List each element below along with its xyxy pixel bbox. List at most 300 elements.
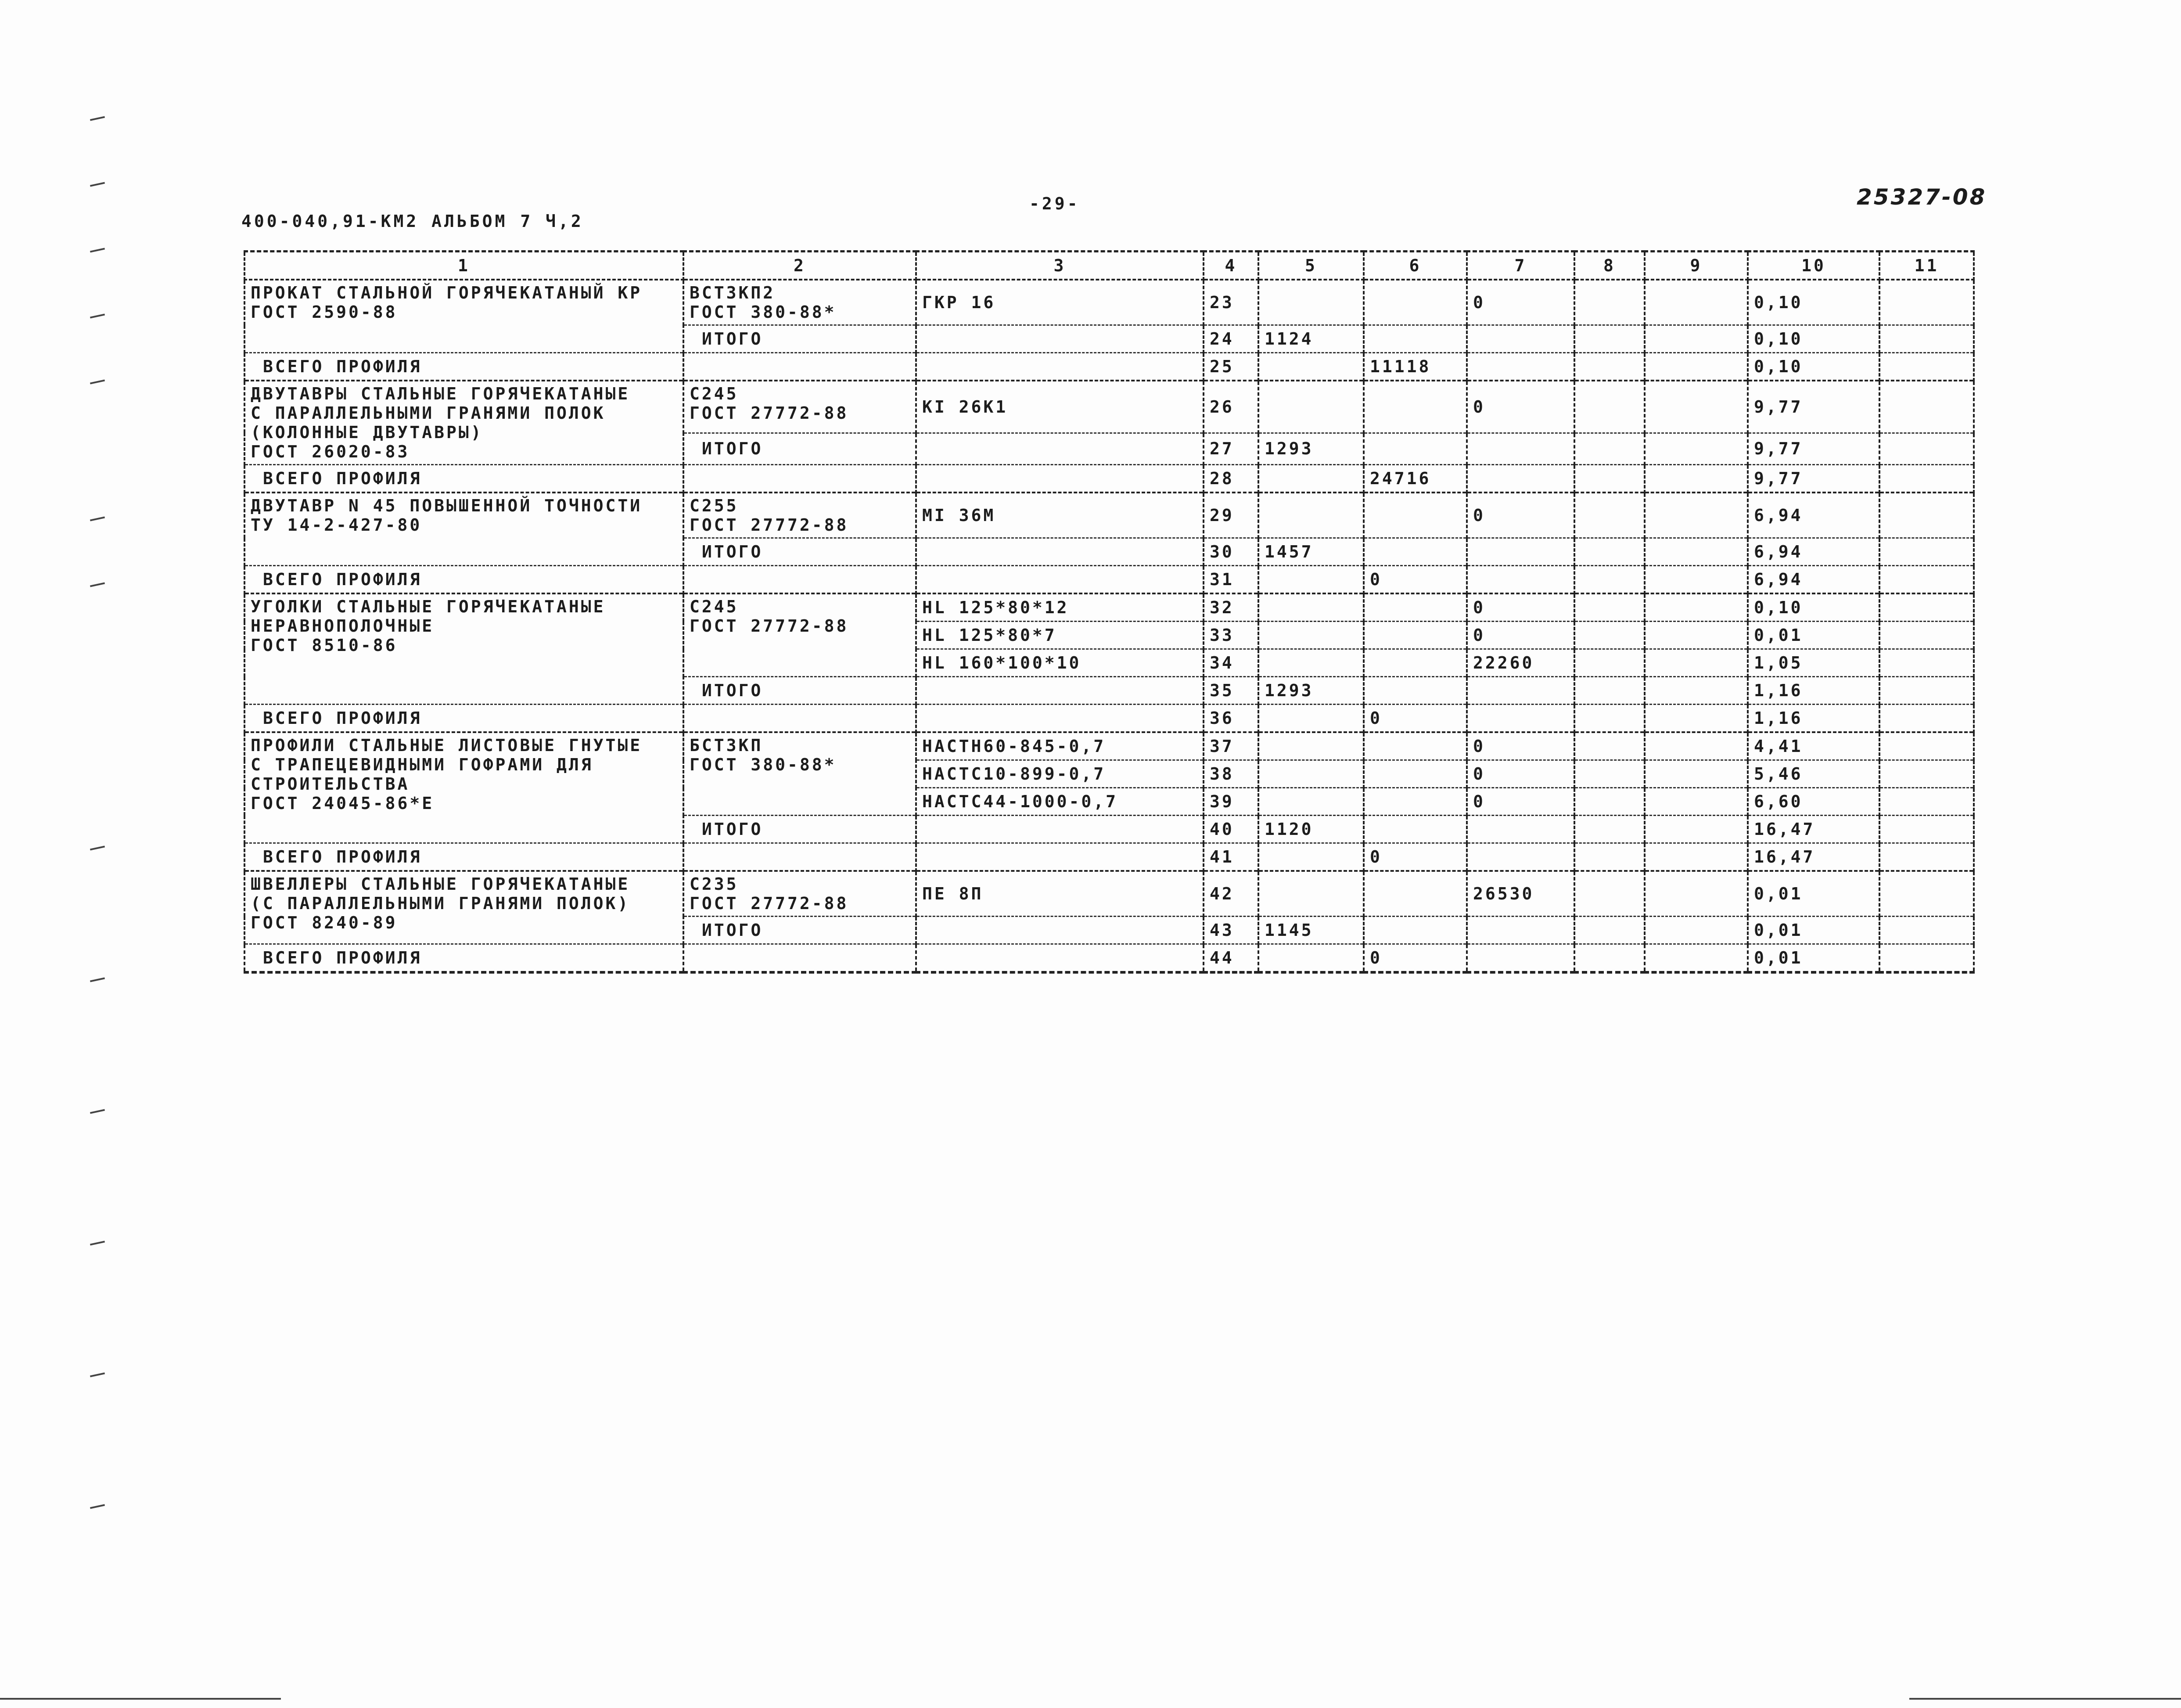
col9-value xyxy=(1645,566,1748,594)
mass-value: 9,77 xyxy=(1748,465,1879,493)
mass-value: 5,46 xyxy=(1748,760,1879,788)
col5-value xyxy=(1258,871,1364,917)
col6-value xyxy=(1364,788,1467,816)
mass-value: 0,01 xyxy=(1748,622,1879,649)
margin-mark xyxy=(90,248,105,253)
profile-cell xyxy=(916,325,1204,353)
col11-value xyxy=(1879,622,1974,649)
col11-value xyxy=(1879,280,1974,325)
table-row xyxy=(244,732,1974,760)
profile-cell xyxy=(916,538,1204,566)
col6-value xyxy=(1364,816,1467,843)
col9-value xyxy=(1645,325,1748,353)
col9-value xyxy=(1645,705,1748,733)
product-name-line: УГОЛКИ СТАЛЬНЫЕ ГОРЯЧЕКАТАНЫЕ xyxy=(251,597,606,616)
subtotal-label: ИТОГО xyxy=(683,816,916,843)
col8-value xyxy=(1574,705,1645,733)
column-header-11: 11 xyxy=(1879,252,1974,280)
col11-value xyxy=(1879,871,1974,917)
row-number: 25 xyxy=(1204,353,1258,381)
col8-value xyxy=(1574,493,1645,538)
col7-value xyxy=(1467,843,1574,871)
col6-value xyxy=(1364,325,1467,353)
col7-value: 26530 xyxy=(1467,871,1574,917)
steel-cell xyxy=(683,944,916,973)
steel-grade-line: С255 xyxy=(690,496,739,515)
col5-value: 1293 xyxy=(1258,677,1364,705)
row-number: 34 xyxy=(1204,649,1258,677)
col9-value xyxy=(1645,944,1748,973)
col11-value xyxy=(1879,917,1974,944)
mass-value: 16,47 xyxy=(1748,816,1879,843)
col7-value xyxy=(1467,677,1574,705)
col5-value xyxy=(1258,944,1364,973)
profile-size: ПE 8П xyxy=(916,871,1204,917)
profile-total-label: ВСЕГО ПРОФИЛЯ xyxy=(244,353,683,381)
row-number: 24 xyxy=(1204,325,1258,353)
col9-value xyxy=(1645,788,1748,816)
col11-value xyxy=(1879,538,1974,566)
product-name-line: НЕРАВНОПОЛОЧНЫЕ xyxy=(251,616,435,636)
row-number: 36 xyxy=(1204,705,1258,733)
steel-grade-line: С245 xyxy=(690,597,739,616)
row-number: 29 xyxy=(1204,493,1258,538)
column-header-7: 7 xyxy=(1467,252,1574,280)
row-number: 37 xyxy=(1204,732,1258,760)
document-code: 400-040,91-КМ2 АЛЬБОМ 7 Ч,2 xyxy=(241,212,584,231)
col11-value xyxy=(1879,593,1974,622)
profile-size: МI 36М xyxy=(916,493,1204,538)
column-header-8: 8 xyxy=(1574,252,1645,280)
col11-value xyxy=(1879,649,1974,677)
steel-cell xyxy=(683,843,916,871)
col9-value xyxy=(1645,622,1748,649)
profile-size: НL 125*80*7 xyxy=(916,622,1204,649)
mass-value: 0,01 xyxy=(1748,944,1879,973)
col8-value xyxy=(1574,917,1645,944)
steel-grade-line: ГОСТ 27772-88 xyxy=(690,616,849,636)
col8-value xyxy=(1574,843,1645,871)
profile-cell xyxy=(916,816,1204,843)
col5-value xyxy=(1258,493,1364,538)
profile-size: КI 26К1 xyxy=(916,381,1204,433)
col11-value xyxy=(1879,944,1974,973)
col7-value: 0 xyxy=(1467,493,1574,538)
product-name-line: ГОСТ 2590-88 xyxy=(251,302,398,322)
col8-value xyxy=(1574,325,1645,353)
mass-value: 4,41 xyxy=(1748,732,1879,760)
col5-value: 1457 xyxy=(1258,538,1364,566)
profile-total-row xyxy=(244,566,1974,594)
col6-value xyxy=(1364,433,1467,464)
product-name xyxy=(244,381,683,465)
col7-value xyxy=(1467,325,1574,353)
col9-value xyxy=(1645,871,1748,917)
col8-value xyxy=(1574,465,1645,493)
column-header-row xyxy=(244,252,1974,280)
col8-value xyxy=(1574,944,1645,973)
steel-cell xyxy=(683,353,916,381)
col8-value xyxy=(1574,280,1645,325)
mass-value: 6,94 xyxy=(1748,493,1879,538)
col9-value xyxy=(1645,917,1748,944)
col8-value xyxy=(1574,433,1645,464)
steel-grade-line: БСТЗКП xyxy=(690,736,763,755)
product-name-line: ШВЕЛЛЕРЫ СТАЛЬНЫЕ ГОРЯЧЕКАТАНЫЕ xyxy=(251,874,630,894)
product-name-line: С ПАРАЛЛЕЛЬНЫМИ ГРАНЯМИ ПОЛОК xyxy=(251,403,606,423)
steel-grade xyxy=(683,593,916,677)
profile-size: НL 160*100*10 xyxy=(916,649,1204,677)
profile-cell xyxy=(916,465,1204,493)
profile-total-label: ВСЕГО ПРОФИЛЯ xyxy=(244,566,683,594)
margin-mark xyxy=(90,116,105,121)
col6-value xyxy=(1364,677,1467,705)
steel-cell xyxy=(683,566,916,594)
col6-value xyxy=(1364,538,1467,566)
col7-value: 0 xyxy=(1467,381,1574,433)
col8-value xyxy=(1574,649,1645,677)
mass-value: 1,16 xyxy=(1748,705,1879,733)
steel-grade-line: ГОСТ 27772-88 xyxy=(690,894,849,913)
col11-value xyxy=(1879,760,1974,788)
product-name-line: (С ПАРАЛЛЕЛЬНЫМИ ГРАНЯМИ ПОЛОК) xyxy=(251,894,630,913)
col6-value: 0 xyxy=(1364,944,1467,973)
mass-value: 0,10 xyxy=(1748,353,1879,381)
column-header-1: 1 xyxy=(244,252,683,280)
specification-table xyxy=(244,250,1975,974)
col9-value xyxy=(1645,732,1748,760)
profile-cell xyxy=(916,677,1204,705)
steel-grade xyxy=(683,280,916,325)
product-name-line: ГОСТ 24045-86*Е xyxy=(251,794,435,813)
row-number: 27 xyxy=(1204,433,1258,464)
steel-grade xyxy=(683,732,916,816)
mass-value: 6,94 xyxy=(1748,538,1879,566)
product-name-line: СТРОИТЕЛЬСТВА xyxy=(251,774,410,794)
col9-value xyxy=(1645,353,1748,381)
product-name-line: ПРОФИЛИ СТАЛЬНЫЕ ЛИСТОВЫЕ ГНУТЫЕ xyxy=(251,736,643,755)
col7-value: 0 xyxy=(1467,788,1574,816)
margin-mark xyxy=(90,978,105,982)
col11-value xyxy=(1879,788,1974,816)
steel-grade-line: ГОСТ 380-88* xyxy=(690,302,837,322)
col6-value xyxy=(1364,493,1467,538)
table-row xyxy=(244,493,1974,538)
row-number: 32 xyxy=(1204,593,1258,622)
product-name xyxy=(244,732,683,843)
col6-value: 24716 xyxy=(1364,465,1467,493)
col5-value xyxy=(1258,566,1364,594)
product-name-line: С ТРАПЕЦЕВИДНЫМИ ГОФРАМИ ДЛЯ xyxy=(251,755,593,774)
margin-mark xyxy=(90,1109,105,1114)
row-number: 23 xyxy=(1204,280,1258,325)
mass-value: 1,16 xyxy=(1748,677,1879,705)
profile-size: НАСТС44-1000-0,7 xyxy=(916,788,1204,816)
col8-value xyxy=(1574,566,1645,594)
col11-value xyxy=(1879,732,1974,760)
col6-value xyxy=(1364,280,1467,325)
mass-value: 9,77 xyxy=(1748,381,1879,433)
col11-value xyxy=(1879,433,1974,464)
margin-mark xyxy=(90,583,105,587)
col5-value xyxy=(1258,381,1364,433)
table-row xyxy=(244,593,1974,622)
margin-mark xyxy=(90,1504,105,1509)
profile-total-row xyxy=(244,465,1974,493)
margin-mark xyxy=(90,517,105,521)
subtotal-label: ИТОГО xyxy=(683,677,916,705)
col8-value xyxy=(1574,677,1645,705)
steel-grade-line: ГОСТ 27772-88 xyxy=(690,515,849,535)
table-row xyxy=(244,381,1974,433)
page-number: -29- xyxy=(1029,194,1080,213)
margin-mark xyxy=(90,182,105,187)
col6-value: 0 xyxy=(1364,566,1467,594)
product-name-line: ДВУТАВР N 45 ПОВЫШЕННОЙ ТОЧНОСТИ xyxy=(251,496,643,515)
mass-value: 0,10 xyxy=(1748,593,1879,622)
col8-value xyxy=(1574,816,1645,843)
col6-value xyxy=(1364,593,1467,622)
column-header-4: 4 xyxy=(1204,252,1258,280)
mass-value: 0,10 xyxy=(1748,325,1879,353)
col9-value xyxy=(1645,593,1748,622)
row-number: 35 xyxy=(1204,677,1258,705)
row-number: 41 xyxy=(1204,843,1258,871)
col9-value xyxy=(1645,280,1748,325)
steel-grade-line: ГОСТ 380-88* xyxy=(690,755,837,774)
profile-cell xyxy=(916,917,1204,944)
col6-value xyxy=(1364,871,1467,917)
col6-value xyxy=(1364,760,1467,788)
col11-value xyxy=(1879,677,1974,705)
subtotal-label: ИТОГО xyxy=(683,538,916,566)
col6-value: 11118 xyxy=(1364,353,1467,381)
col8-value xyxy=(1574,732,1645,760)
margin-mark xyxy=(90,846,105,851)
col5-value: 1120 xyxy=(1258,816,1364,843)
col11-value xyxy=(1879,325,1974,353)
profile-cell xyxy=(916,566,1204,594)
col7-value xyxy=(1467,538,1574,566)
subtotal-label: ИТОГО xyxy=(683,325,916,353)
col7-value: 0 xyxy=(1467,760,1574,788)
col6-value: 0 xyxy=(1364,705,1467,733)
col5-value xyxy=(1258,353,1364,381)
col9-value xyxy=(1645,433,1748,464)
row-number: 44 xyxy=(1204,944,1258,973)
col8-value xyxy=(1574,381,1645,433)
col11-value xyxy=(1879,816,1974,843)
steel-grade-line: ГОСТ 27772-88 xyxy=(690,403,849,423)
col7-value xyxy=(1467,816,1574,843)
col9-value xyxy=(1645,649,1748,677)
profile-size: НАСТС10-899-0,7 xyxy=(916,760,1204,788)
steel-grade-line: С245 xyxy=(690,384,739,403)
steel-grade xyxy=(683,493,916,538)
mass-value: 6,94 xyxy=(1748,566,1879,594)
col7-value: 0 xyxy=(1467,280,1574,325)
row-number: 31 xyxy=(1204,566,1258,594)
col7-value xyxy=(1467,433,1574,464)
row-number: 42 xyxy=(1204,871,1258,917)
col9-value xyxy=(1645,677,1748,705)
column-header-2: 2 xyxy=(683,252,916,280)
col5-value xyxy=(1258,593,1364,622)
col6-value xyxy=(1364,622,1467,649)
col5-value xyxy=(1258,649,1364,677)
row-number: 28 xyxy=(1204,465,1258,493)
col11-value xyxy=(1879,566,1974,594)
mass-value: 0,01 xyxy=(1748,917,1879,944)
steel-cell xyxy=(683,465,916,493)
product-name-line: ДВУТАВРЫ СТАЛЬНЫЕ ГОРЯЧЕКАТАНЫЕ xyxy=(251,384,630,403)
mass-value: 16,47 xyxy=(1748,843,1879,871)
profile-cell xyxy=(916,843,1204,871)
col5-value xyxy=(1258,705,1364,733)
col11-value xyxy=(1879,843,1974,871)
col5-value xyxy=(1258,843,1364,871)
product-name xyxy=(244,493,683,566)
column-header-5: 5 xyxy=(1258,252,1364,280)
profile-total-row xyxy=(244,843,1974,871)
product-name-line: (КОЛОННЫЕ ДВУТАВРЫ) xyxy=(251,423,483,442)
column-header-9: 9 xyxy=(1645,252,1748,280)
mass-value: 1,05 xyxy=(1748,649,1879,677)
product-name xyxy=(244,593,683,705)
col9-value xyxy=(1645,465,1748,493)
table-row xyxy=(244,871,1974,917)
col11-value xyxy=(1879,465,1974,493)
bottom-rule xyxy=(0,1698,281,1700)
col5-value xyxy=(1258,280,1364,325)
col7-value xyxy=(1467,465,1574,493)
col11-value xyxy=(1879,381,1974,433)
product-name-line: ГОСТ 8510-86 xyxy=(251,636,398,655)
col9-value xyxy=(1645,816,1748,843)
product-name-line: ПРОКАТ СТАЛЬНОЙ ГОРЯЧЕКАТАНЫЙ КР xyxy=(251,283,643,302)
profile-size: ГКР 16 xyxy=(916,280,1204,325)
margin-mark xyxy=(90,314,105,319)
profile-total-row xyxy=(244,353,1974,381)
col7-value xyxy=(1467,353,1574,381)
profile-total-label: ВСЕГО ПРОФИЛЯ xyxy=(244,843,683,871)
col6-value xyxy=(1364,649,1467,677)
archive-number: 25327-08 xyxy=(1857,184,1987,210)
product-name-line: ТУ 14-2-427-80 xyxy=(251,515,422,535)
col11-value xyxy=(1879,493,1974,538)
col7-value xyxy=(1467,566,1574,594)
col7-value: 0 xyxy=(1467,732,1574,760)
steel-cell xyxy=(683,705,916,733)
mass-value: 6,60 xyxy=(1748,788,1879,816)
profile-cell xyxy=(916,944,1204,973)
col8-value xyxy=(1574,353,1645,381)
row-number: 30 xyxy=(1204,538,1258,566)
col8-value xyxy=(1574,871,1645,917)
steel-grade xyxy=(683,871,916,917)
col5-value: 1124 xyxy=(1258,325,1364,353)
col7-value xyxy=(1467,944,1574,973)
col8-value xyxy=(1574,593,1645,622)
subtotal-label: ИТОГО xyxy=(683,917,916,944)
mass-value: 0,01 xyxy=(1748,871,1879,917)
bottom-rule xyxy=(1909,1698,2181,1700)
col9-value xyxy=(1645,760,1748,788)
product-name-line: ГОСТ 8240-89 xyxy=(251,913,398,932)
col8-value xyxy=(1574,760,1645,788)
product-name-line: ГОСТ 26020-83 xyxy=(251,442,410,461)
col9-value xyxy=(1645,381,1748,433)
profile-total-label: ВСЕГО ПРОФИЛЯ xyxy=(244,705,683,733)
profile-cell xyxy=(916,433,1204,464)
col7-value xyxy=(1467,705,1574,733)
steel-grade xyxy=(683,381,916,433)
col9-value xyxy=(1645,843,1748,871)
mass-value: 9,77 xyxy=(1748,433,1879,464)
column-header-3: 3 xyxy=(916,252,1204,280)
col7-value: 22260 xyxy=(1467,649,1574,677)
margin-mark xyxy=(90,380,105,385)
col6-value xyxy=(1364,381,1467,433)
product-name xyxy=(244,871,683,944)
col11-value xyxy=(1879,705,1974,733)
col9-value xyxy=(1645,538,1748,566)
column-header-10: 10 xyxy=(1748,252,1879,280)
col6-value xyxy=(1364,732,1467,760)
col9-value xyxy=(1645,493,1748,538)
table-body xyxy=(244,280,1974,972)
row-number: 43 xyxy=(1204,917,1258,944)
steel-grade-line: С235 xyxy=(690,874,739,894)
col5-value xyxy=(1258,465,1364,493)
profile-cell xyxy=(916,705,1204,733)
profile-size: НАСТН60-845-0,7 xyxy=(916,732,1204,760)
profile-total-row xyxy=(244,944,1974,973)
steel-grade-line: ВСТЗКП2 xyxy=(690,283,776,302)
col5-value xyxy=(1258,760,1364,788)
col11-value xyxy=(1879,353,1974,381)
product-name xyxy=(244,280,683,353)
col6-value xyxy=(1364,917,1467,944)
row-number: 40 xyxy=(1204,816,1258,843)
row-number: 39 xyxy=(1204,788,1258,816)
col5-value: 1293 xyxy=(1258,433,1364,464)
subtotal-label: ИТОГО xyxy=(683,433,916,464)
column-header-6: 6 xyxy=(1364,252,1467,280)
col7-value: 0 xyxy=(1467,593,1574,622)
row-number: 33 xyxy=(1204,622,1258,649)
profile-total-label: ВСЕГО ПРОФИЛЯ xyxy=(244,944,683,973)
row-number: 26 xyxy=(1204,381,1258,433)
profile-total-label: ВСЕГО ПРОФИЛЯ xyxy=(244,465,683,493)
col5-value xyxy=(1258,622,1364,649)
col8-value xyxy=(1574,788,1645,816)
col5-value xyxy=(1258,732,1364,760)
profile-cell xyxy=(916,353,1204,381)
col6-value: 0 xyxy=(1364,843,1467,871)
col8-value xyxy=(1574,538,1645,566)
col5-value: 1145 xyxy=(1258,917,1364,944)
table-row xyxy=(244,280,1974,325)
margin-mark xyxy=(90,1241,105,1246)
profile-size: НL 125*80*12 xyxy=(916,593,1204,622)
margin-mark xyxy=(90,1373,105,1377)
col8-value xyxy=(1574,622,1645,649)
col5-value xyxy=(1258,788,1364,816)
profile-total-row xyxy=(244,705,1974,733)
col7-value: 0 xyxy=(1467,622,1574,649)
row-number: 38 xyxy=(1204,760,1258,788)
